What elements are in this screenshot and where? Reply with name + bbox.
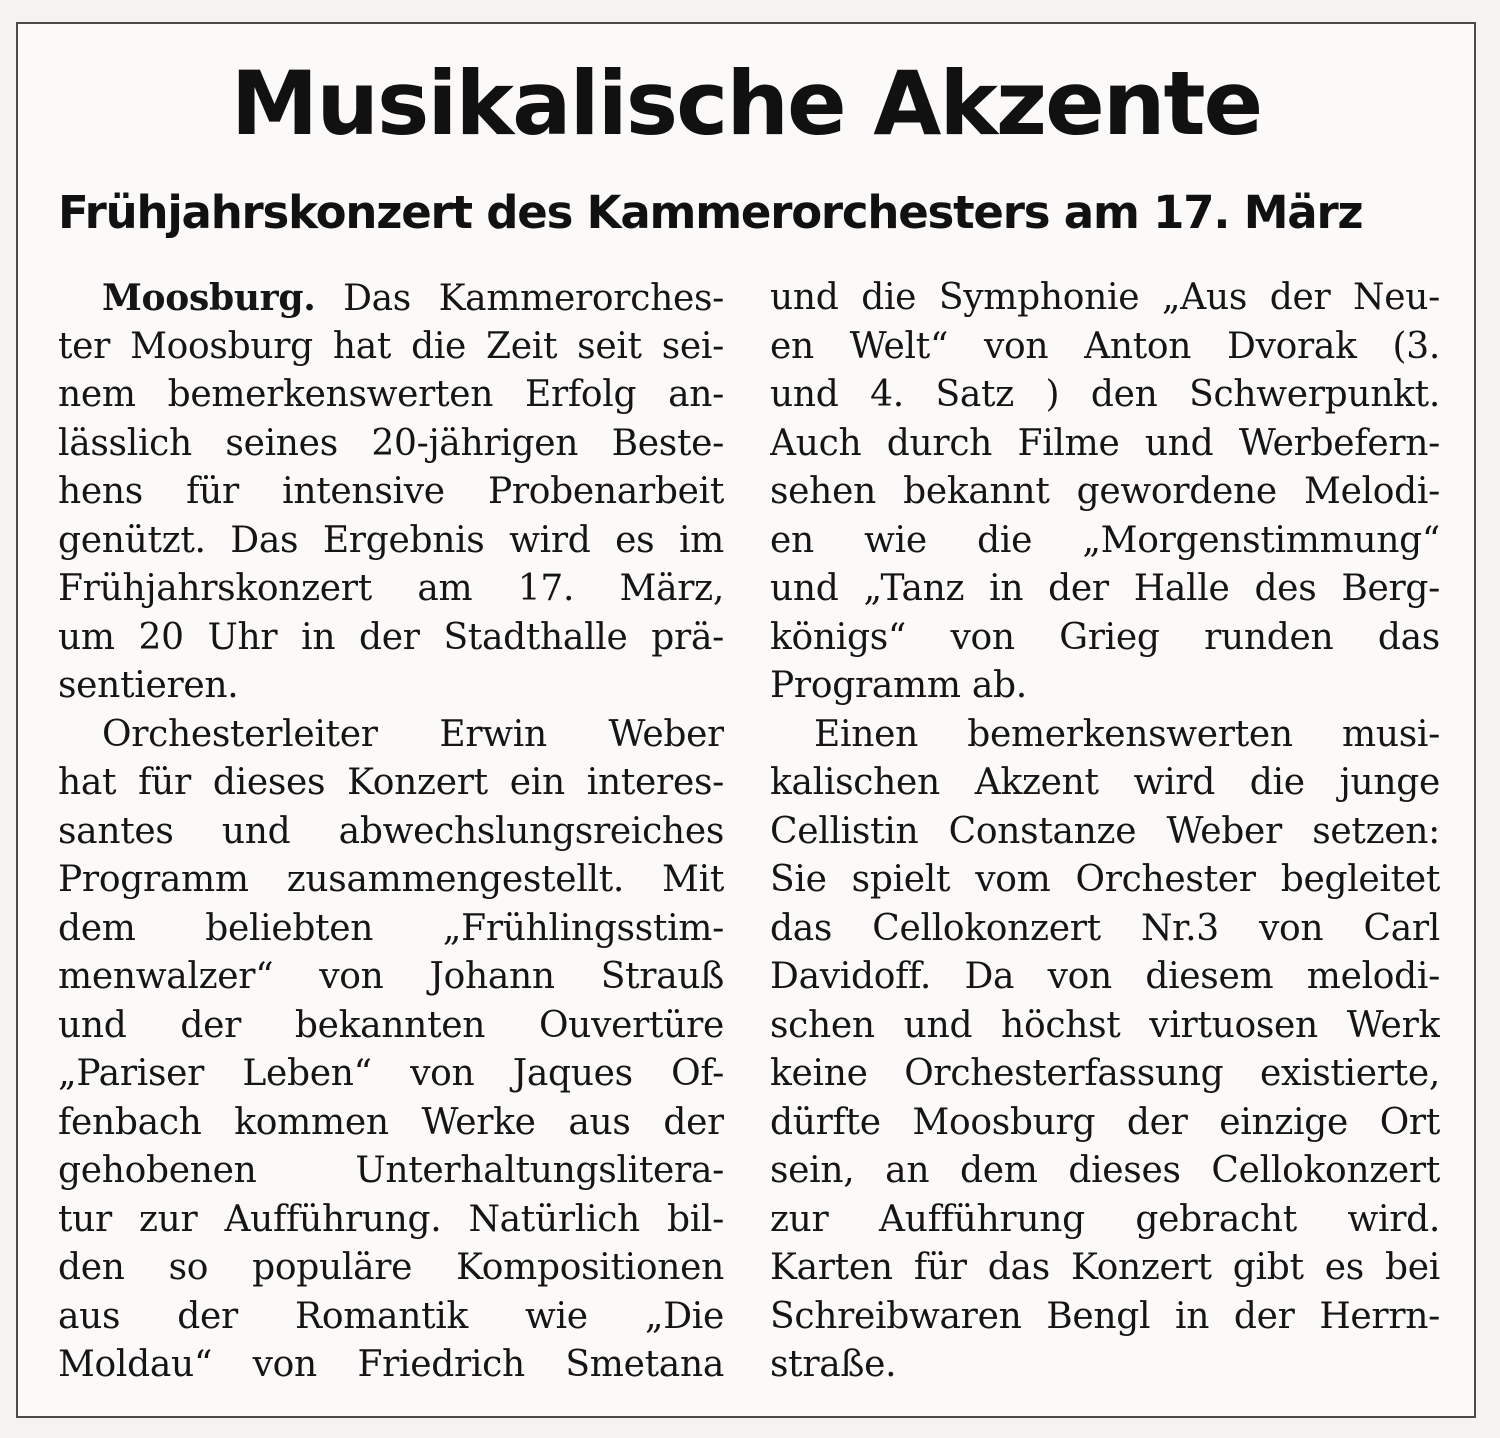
text-line: Auch durch Filme und Werbefern- [770,422,1440,464]
text-line: das Cellokonzert Nr.3 von Carl [770,907,1440,949]
article-column-left [58,274,724,1390]
text-line: Sie spielt vom Orchester begleitet [770,859,1440,900]
text-line: gehobenen Unterhaltungslitera- [58,1150,724,1191]
text-line: menwalzer“ von Johann Strauß [58,956,724,997]
text-line: Programm ab. [770,665,1027,706]
text-line: und 4. Satz ) den Schwerpunkt. [770,374,1440,415]
text-line: Moldau“ von Friedrich Smetana [58,1344,724,1385]
article-column-right [770,274,1440,1390]
text-line: sehen bekannt gewordene Melodi- [770,471,1440,512]
text-line: hat für dieses Konzert ein interes- [58,762,724,803]
text-line: schen und höchst virtuosen Werk [770,1004,1440,1046]
subheadline: Frühjahrskonzert des Kammerorchesters am 17. März [58,186,1363,239]
text-line: en Welt“ von Anton Dvorak (3. [770,325,1440,367]
text-line: Orchesterleiter Erwin Weber [102,713,724,755]
text-line: hens für intensive Probenarbeit [58,471,724,512]
headline: Musikalische Akzente [230,52,1262,155]
text-line: Davidoff. Da von diesem melodi- [770,956,1440,997]
text-line: fenbach kommen Werke aus der [58,1101,724,1143]
dateline: Moosburg. [102,277,316,319]
text-line: Einen bemerkenswerten musi- [814,713,1440,755]
text-line-content: Das Kammerorches- [343,278,724,319]
text-line: kalischen Akzent wird die junge [770,762,1440,803]
text-line [58,274,724,323]
text-line: den so populäre Kompositionen [58,1247,724,1288]
text-line: „Pariser Leben“ von Jaques Of- [58,1053,724,1094]
text-line: und die Symphonie „Aus der Neu- [770,277,1440,318]
text-line: nem bemerkenswerten Erfolg an- [58,374,724,415]
text-line: ter Moosburg hat die Zeit seit sei- [58,325,724,367]
text-line: aus der Romantik wie „Die [58,1295,724,1337]
text-line: tur zur Aufführung. Natürlich bil- [58,1198,724,1240]
text-line: keine Orchesterfassung existierte, [770,1053,1440,1094]
text-line: Karten für das Konzert gibt es bei [770,1247,1440,1288]
text-line: sein, an dem dieses Cellokonzert [770,1150,1440,1191]
text-line: genützt. Das Ergebnis wird es im [58,519,724,561]
text-line: santes und abwechslungsreiches [58,810,724,852]
text-line: lässlich seines 20-jährigen Beste- [58,422,724,464]
text-line: und der bekannten Ouvertüre [58,1004,724,1046]
text-line: Schreibwaren Bengl in der Herrn- [770,1295,1440,1337]
text-line: zur Aufführung gebracht wird. [770,1198,1440,1240]
text-line: Programm zusammengestellt. Mit [58,859,724,900]
text-line: sentieren. [58,665,239,706]
text-line: und „Tanz in der Halle des Berg- [770,568,1440,609]
text-line: um 20 Uhr in der Stadthalle prä- [58,616,724,658]
text-line: en wie die „Morgenstimmung“ [770,519,1440,561]
text-line: königs“ von Grieg runden das [770,616,1440,658]
newspaper-clipping [16,22,1476,1418]
text-line: Frühjahrskonzert am 17. März, [58,568,724,609]
text-line: straße. [770,1344,897,1385]
text-line: dem beliebten „Frühlingsstim- [58,907,724,949]
text-line: dürfte Moosburg der einzige Ort [770,1101,1440,1143]
text-line: Cellistin Constanze Weber setzen: [770,810,1440,852]
